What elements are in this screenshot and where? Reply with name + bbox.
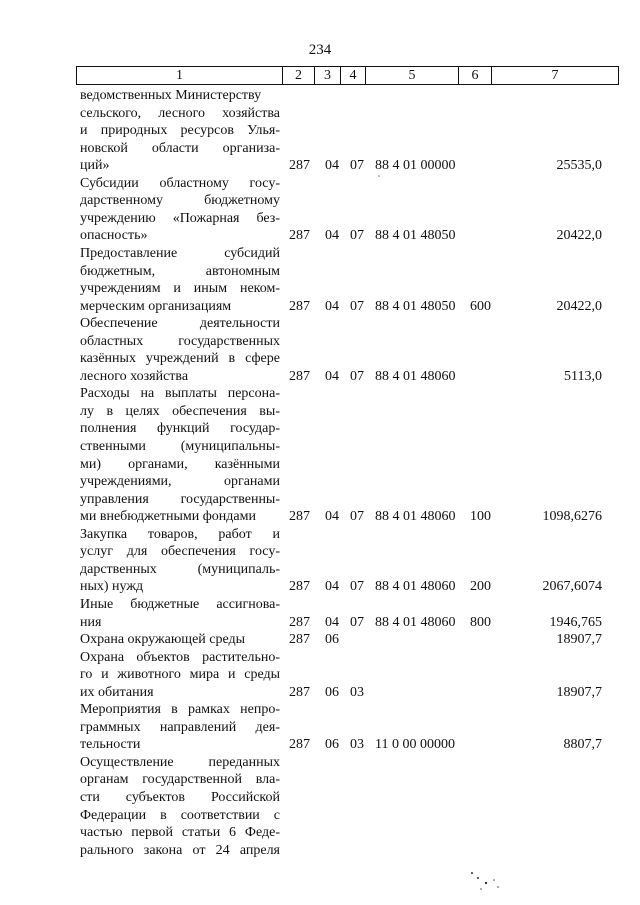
row-description-line: сельского, лесного хозяйства	[80, 105, 280, 121]
row-description-line: бюджетным, автономным	[80, 263, 280, 279]
row-description-line: ственными (муниципальны-	[80, 439, 280, 454]
row-amount: 18907,7	[556, 632, 602, 648]
row-description-line: Охрана окружающей среды	[80, 632, 246, 648]
row-description-line: и природных ресурсов Улья-	[80, 123, 280, 139]
row-code-section: 04	[325, 228, 339, 244]
row-code-subsection: 07	[350, 368, 364, 384]
row-description-line: казённых учреждений в сфере	[80, 351, 280, 367]
row-description-line: ми внебюджетными фондами	[80, 509, 256, 525]
row-description-line: дарственному бюджетному	[80, 193, 280, 209]
column-header-4: 4	[341, 67, 366, 85]
row-code-subsection: 07	[350, 298, 364, 314]
row-code-ministry: 287	[289, 509, 310, 525]
row-code-ministry: 287	[289, 614, 310, 630]
row-description-line: Охрана объектов растительно-	[80, 649, 280, 665]
row-description-line: мерческим организациям	[80, 298, 232, 314]
row-description-line: ных) нужд	[80, 579, 144, 595]
row-description-line: Предоставление субсидий	[80, 245, 280, 261]
row-code-section: 04	[325, 614, 339, 630]
row-description-line: Субсидии областному госу-	[80, 175, 280, 191]
row-description-line: ми) органами, казёнными	[80, 456, 280, 472]
row-description-line: ведомственных Министерству	[80, 88, 262, 103]
row-code-subsection: 07	[350, 614, 364, 630]
row-description-line: Закупка товаров, работ и	[80, 526, 280, 542]
row-description-line: полнения функций государ-	[80, 421, 280, 437]
column-header-1: 1	[77, 67, 283, 85]
row-code-ministry: 287	[289, 368, 310, 384]
row-description-line: Расходы на выплаты персона-	[80, 386, 280, 402]
row-description-line: учреждениям и иным неком-	[80, 281, 280, 297]
row-code-ministry: 287	[289, 632, 310, 648]
row-amount: 1946,765	[549, 614, 602, 630]
row-code-target-article: 88 4 01 48050	[375, 298, 456, 314]
row-code-subsection: 03	[350, 684, 364, 700]
row-description-line: рального закона от 24 апреля	[80, 842, 280, 858]
row-description-line: органам государственной вла-	[80, 772, 280, 788]
row-description-line: Федерации в соответствии с	[80, 807, 280, 823]
row-code-target-article: 88 4 01 48060	[375, 614, 456, 630]
row-description-line: учреждению «Пожарная без-	[80, 210, 280, 226]
row-amount: 2067,6074	[542, 579, 602, 595]
row-description-line: лу в целях обеспечения вы-	[80, 403, 280, 419]
row-code-expense-type: 100	[470, 509, 491, 525]
column-header-7: 7	[492, 67, 619, 85]
row-code-ministry: 287	[289, 737, 310, 753]
row-code-section: 04	[325, 509, 339, 525]
row-code-target-article: 88 4 01 48050	[375, 228, 456, 244]
row-code-ministry: 287	[289, 298, 310, 314]
row-code-section: 06	[325, 632, 339, 648]
row-code-ministry: 287	[289, 158, 310, 174]
row-amount: 18907,7	[556, 684, 602, 700]
row-description-line: областных государственных	[80, 333, 280, 349]
row-description-line: тельности	[80, 737, 141, 753]
row-code-expense-type: 800	[470, 614, 491, 630]
page-number: 234	[308, 42, 332, 58]
row-code-expense-type: 600	[470, 298, 491, 314]
row-amount: 20422,0	[556, 228, 602, 244]
row-description-line: управления государственны-	[80, 491, 280, 507]
row-code-target-article: 88 4 01 48060	[375, 579, 456, 595]
row-description-line: учреждениями, органами	[80, 474, 280, 490]
row-amount: 8807,7	[563, 737, 602, 753]
row-code-target-article: 88 4 01 48060	[375, 368, 456, 384]
row-code-section: 06	[325, 737, 339, 753]
row-code-subsection: 03	[350, 737, 364, 753]
row-code-target-article: 11 0 00 00000	[375, 737, 455, 753]
column-header-5: 5	[366, 67, 459, 85]
row-amount: 5113,0	[564, 368, 602, 384]
row-code-target-article: 88 4 01 00000	[375, 158, 456, 174]
row-code-ministry: 287	[289, 684, 310, 700]
row-description-line: граммных направлений дея-	[80, 719, 280, 735]
row-description-line: ций»	[80, 158, 110, 174]
row-code-subsection: 07	[350, 228, 364, 244]
row-amount: 25535,0	[556, 158, 602, 174]
row-description-line: Осуществление переданных	[80, 754, 280, 770]
row-code-section: 04	[325, 579, 339, 595]
row-description-line: опасность»	[80, 228, 148, 244]
row-description-line: сти субъектов Российской	[80, 790, 280, 805]
row-code-subsection: 07	[350, 579, 364, 595]
row-code-section: 04	[325, 368, 339, 384]
row-code-subsection: 07	[350, 509, 364, 525]
row-code-target-article: 88 4 01 48060	[375, 509, 456, 525]
row-description-line: ния	[80, 614, 102, 630]
row-description-line: новской области организа-	[80, 140, 280, 156]
column-header-3: 3	[315, 67, 341, 85]
row-amount: 1098,6276	[542, 509, 602, 525]
row-description-line: их обитания	[80, 684, 154, 700]
row-description-line: частью первой статьи 6 Феде-	[80, 825, 280, 841]
row-code-section: 06	[325, 684, 339, 700]
row-description-line: Иные бюджетные ассигнова-	[80, 596, 280, 612]
row-code-ministry: 287	[289, 228, 310, 244]
row-description-line: Обеспечение деятельности	[80, 316, 280, 332]
row-description-line: го и животного мира и среды	[80, 667, 280, 683]
row-description-line: лесного хозяйства	[80, 368, 189, 384]
row-amount: 20422,0	[556, 298, 602, 314]
row-code-section: 04	[325, 158, 339, 174]
row-code-expense-type: 200	[470, 579, 491, 595]
row-code-ministry: 287	[289, 579, 310, 595]
row-description-line: дарственных (муниципаль-	[80, 561, 280, 577]
row-code-section: 04	[325, 298, 339, 314]
row-description-line: Мероприятия в рамках непро-	[80, 702, 280, 718]
column-header-6: 6	[459, 67, 492, 85]
row-description-line: услуг для обеспечения госу-	[80, 544, 280, 560]
row-code-subsection: 07	[350, 158, 364, 174]
column-header-2: 2	[283, 67, 315, 85]
